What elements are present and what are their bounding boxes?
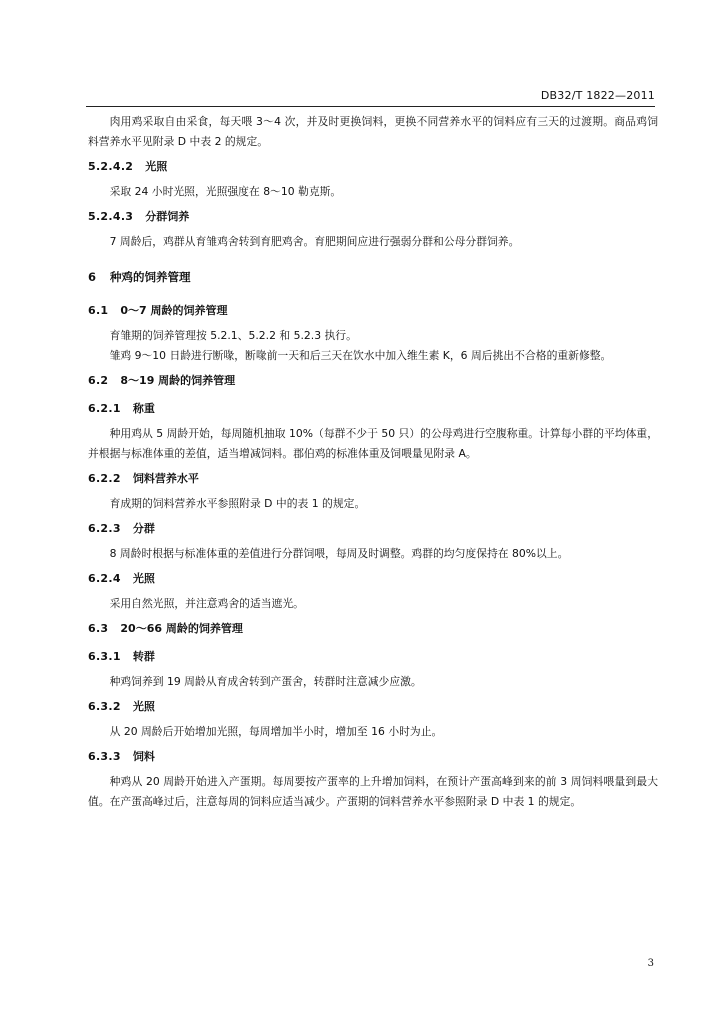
section-heading-6-2-4	[88, 570, 658, 588]
section-heading-6-3-3	[88, 748, 658, 766]
section-number: 6.2.4	[88, 572, 121, 585]
section-number: 6.2	[88, 374, 109, 387]
section-heading-6-2-1	[88, 400, 658, 418]
section-title: 饲料	[132, 750, 155, 763]
section-heading-6-2-3	[88, 520, 658, 538]
paragraph: 育成期的饲料营养水平参照附录 D 中的表 1 的规定。	[109, 497, 366, 510]
section-number: 6.3.2	[88, 700, 121, 713]
section-heading-6-3-1	[88, 648, 658, 666]
paragraph: 从 20 周龄后开始增加光照，每周增加半小时，增加至 16 小时为止。	[109, 725, 443, 738]
section-number: 5.2.4.2	[88, 160, 134, 173]
chapter-number: 6	[88, 270, 97, 284]
paragraph: 育雏期的饲养管理按 5.2.1、5.2.2 和 5.2.3 执行。	[109, 329, 357, 342]
section-title: 20～66 周龄的饲养管理	[120, 622, 243, 635]
section-title: 分群	[132, 522, 155, 535]
paragraph: 肉用鸡采取自由采食，每天喂 3～4 次，并及时更换饲料，更换不同营养水平的饲料应有三天的过渡期。商品鸡饲料营养水平见附录 D 中表 2 的规定。	[88, 115, 658, 148]
section-number: 6.2.1	[88, 402, 121, 415]
page-number: 3	[647, 958, 654, 969]
section-heading-6-3	[88, 620, 658, 638]
section-number: 5.2.4.3	[88, 210, 134, 223]
section-number: 6.1	[88, 304, 109, 317]
section-title: 光照	[132, 700, 155, 713]
section-number: 6.2.2	[88, 472, 121, 485]
section-title: 转群	[132, 650, 155, 663]
section-number: 6.2.3	[88, 522, 121, 535]
standard-code-header: DB32/T 1822—2011	[540, 89, 655, 102]
paragraph: 种鸡从 20 周龄开始进入产蛋期。每周要按产蛋率的上升增加饲料，在预计产蛋高峰到来的前 3 周饲料喂量到最大值。在产蛋高峰过后，注意每周的饲料应适当减少。产蛋期的饲料营养水平参照附录 D 中表 1 的规定。	[88, 775, 658, 808]
section-title: 光照	[145, 160, 168, 173]
paragraph: 采用自然光照，并注意鸡舍的适当遮光。	[109, 597, 304, 610]
header-rule	[86, 106, 655, 107]
paragraph: 种用鸡从 5 周龄开始，每周随机抽取 10%（每群不少于 50 只）的公母鸡进行空腹称重。计算每小群的平均体重，并根据与标准体重的差值，适当增减饲料。郡伯鸡的标准体重及饲喂量见附录 A。	[88, 427, 658, 460]
chapter-heading-6	[88, 268, 658, 286]
paragraph: 雏鸡 9～10 日龄进行断喙，断喙前一天和后三天在饮水中加入维生素 K，6 周后挑出不合格的重新修整。	[109, 349, 612, 362]
section-title: 0～7 周龄的饲养管理	[120, 304, 228, 317]
document-body	[88, 112, 658, 812]
section-title: 分群饲养	[145, 210, 190, 223]
section-title: 饲料营养水平	[132, 472, 199, 485]
section-title: 称重	[132, 402, 155, 415]
section-heading-6-2	[88, 372, 658, 390]
paragraph: 8 周龄时根据与标准体重的差值进行分群饲喂，每周及时调整。鸡群的均匀度保持在 80%以上。	[109, 547, 569, 560]
paragraph: 种鸡饲养到 19 周龄从育成舍转到产蛋舍，转群时注意减少应激。	[109, 675, 422, 688]
paragraph: 7 周龄后，鸡群从育雏鸡舍转到育肥鸡舍。育肥期间应进行强弱分群和公母分群饲养。	[109, 235, 520, 248]
section-number: 6.3	[88, 622, 109, 635]
section-title: 8～19 周龄的饲养管理	[120, 374, 236, 387]
section-number: 6.3.3	[88, 750, 121, 763]
chapter-title: 种鸡的饲养管理	[110, 270, 191, 284]
section-heading-5-2-4-2	[88, 158, 658, 176]
section-heading-5-2-4-3	[88, 208, 658, 226]
paragraph: 采取 24 小时光照，光照强度在 8～10 勒克斯。	[109, 185, 342, 198]
section-heading-6-2-2	[88, 470, 658, 488]
section-heading-6-3-2	[88, 698, 658, 716]
section-heading-6-1	[88, 302, 658, 320]
section-title: 光照	[132, 572, 155, 585]
section-number: 6.3.1	[88, 650, 121, 663]
